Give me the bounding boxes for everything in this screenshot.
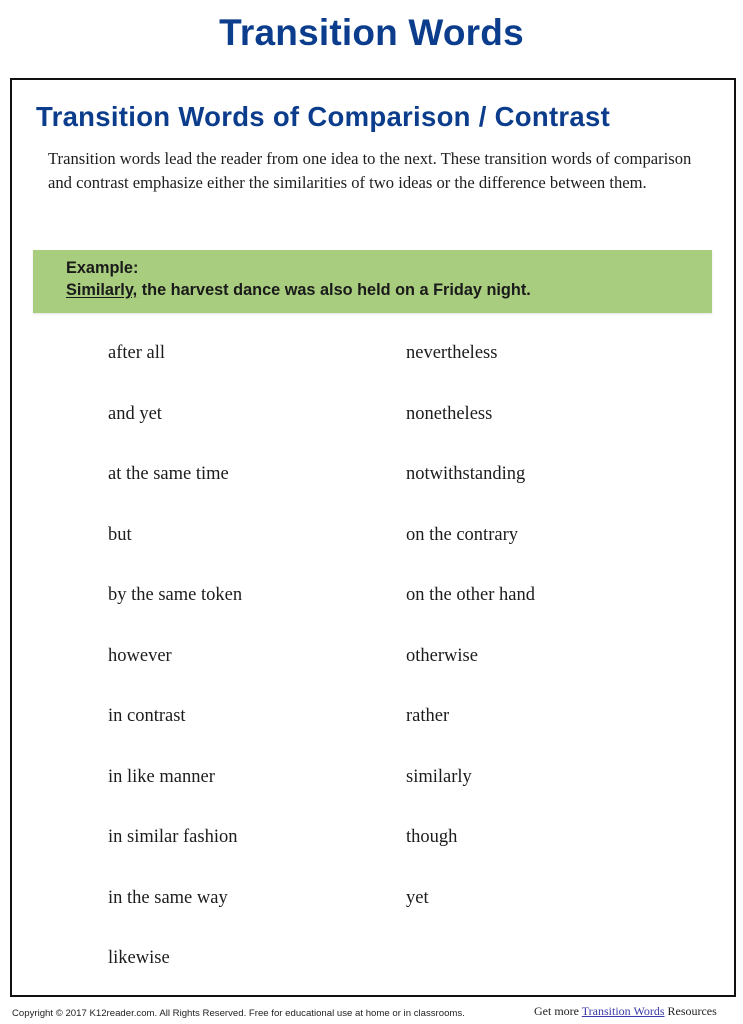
- transition-words-resources-link[interactable]: Transition Words: [581, 1004, 665, 1018]
- word-item: likewise: [108, 948, 170, 968]
- word-item: but: [108, 524, 132, 545]
- word-item: however: [108, 645, 172, 666]
- footer-more-suffix: Resources: [664, 1004, 717, 1018]
- word-item: on the other hand: [406, 585, 535, 605]
- word-item: though: [406, 827, 458, 847]
- word-item: otherwise: [406, 645, 478, 666]
- example-keyword: Similarly,: [66, 281, 138, 299]
- example-sentence-text: the harvest dance was also held on a Friday night.: [137, 281, 531, 299]
- word-item: on the contrary: [406, 524, 518, 545]
- word-item: yet: [406, 887, 429, 908]
- word-column-right: [406, 340, 535, 945]
- section-title: Transition Words of Comparison / Contrast: [36, 101, 611, 132]
- word-item: in contrast: [108, 706, 186, 726]
- word-item: in similar fashion: [108, 827, 238, 847]
- word-item: nonetheless: [406, 403, 493, 424]
- word-item: and yet: [108, 403, 162, 424]
- word-item: in the same way: [108, 887, 228, 908]
- page-title: Transition Words: [219, 12, 524, 53]
- footer-more-prefix: Get more: [534, 1004, 582, 1018]
- footer-more-resources: [534, 1004, 717, 1019]
- word-item: similarly: [406, 766, 472, 787]
- word-item: at the same time: [108, 464, 229, 484]
- word-item: nevertheless: [406, 343, 498, 363]
- footer-copyright: Copyright © 2017 K12reader.com. All Rights Reserved. Free for educational use at home or in classrooms.: [12, 1008, 465, 1019]
- word-item: in like manner: [108, 766, 215, 787]
- word-item: notwithstanding: [406, 464, 526, 484]
- word-item: by the same token: [108, 585, 243, 605]
- word-column-left: [108, 340, 242, 1006]
- intro-paragraph: Transition words lead the reader from one idea to the next. These transition words of comparison and contrast emphasize either the similarities of two ideas or the difference between them.: [48, 149, 692, 192]
- example-label: Example:: [66, 259, 139, 277]
- word-item: after all: [108, 343, 165, 363]
- word-item: rather: [406, 706, 450, 726]
- example-box: [33, 250, 712, 313]
- example-sentence: [66, 281, 531, 300]
